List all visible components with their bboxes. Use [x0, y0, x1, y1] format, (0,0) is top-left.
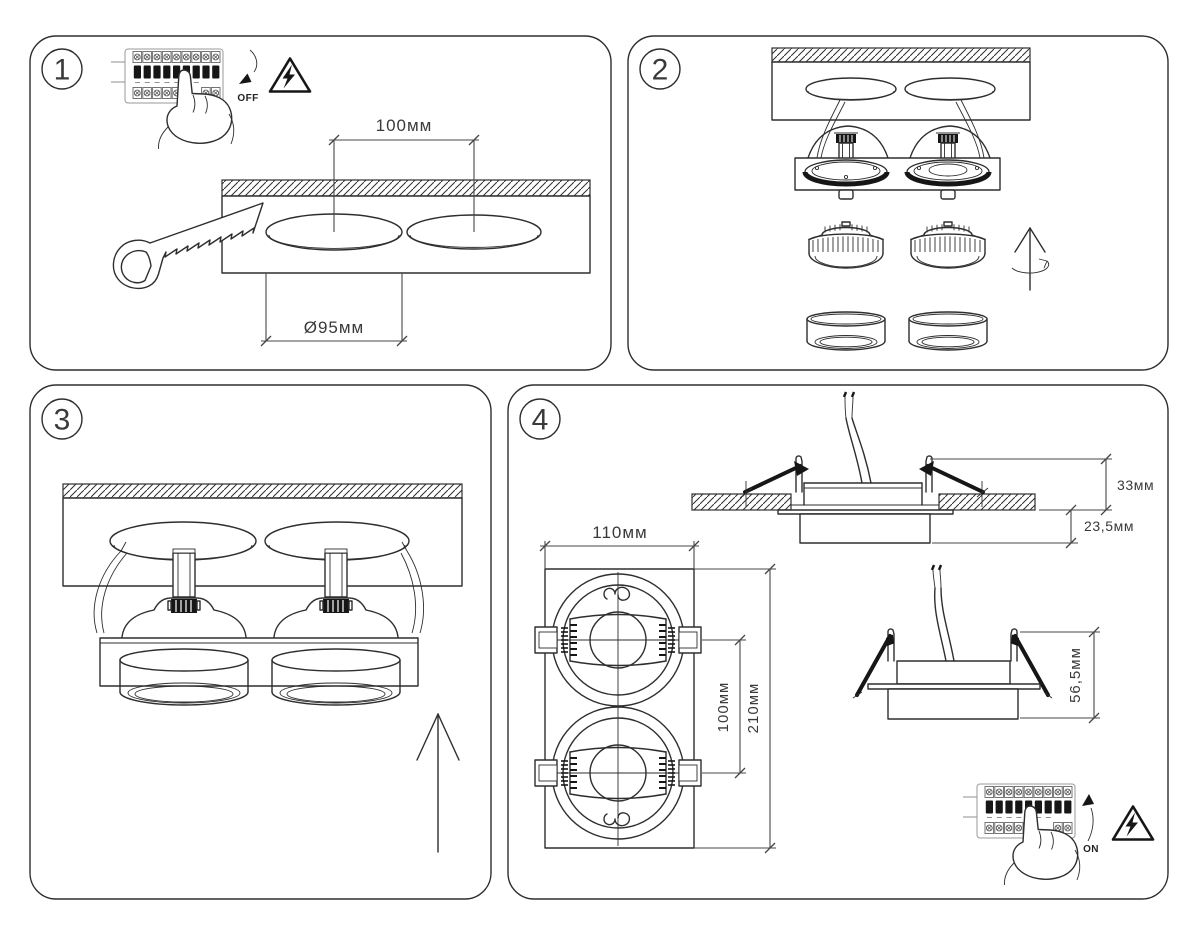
- dimension-label: 210мм: [745, 682, 762, 734]
- power-on-illustration: [963, 784, 1153, 885]
- step-2-panel: [628, 36, 1168, 370]
- step-number-badge: [520, 399, 560, 439]
- fixture-push-up-illustration: [63, 484, 462, 705]
- dimension-total-height: [1020, 627, 1100, 723]
- trim-flange: [868, 684, 1040, 689]
- supply-wire: [932, 565, 954, 661]
- fixture-body: [888, 689, 1018, 719]
- fixture-top-view: [535, 523, 776, 853]
- step-1-panel: [30, 36, 611, 370]
- trim-ring-cover: [909, 312, 987, 350]
- push-up-arrow-icon: [417, 714, 459, 852]
- dimension-hole-spacing: [702, 635, 746, 778]
- ceiling-hole: [905, 78, 995, 100]
- switch-on-arrow-icon: [1082, 794, 1094, 841]
- dimension-body-length: [694, 564, 776, 853]
- dimension-label: 23,5мм: [1084, 518, 1135, 534]
- trim-ring-cover: [807, 312, 885, 350]
- dimension-label: 33мм: [1117, 477, 1155, 493]
- gx53-lamp: [809, 222, 883, 268]
- spring-clamp: [936, 133, 960, 159]
- spring-bracket: [168, 549, 200, 613]
- circuit-breaker-icon: [963, 784, 1075, 838]
- step-number: 1: [53, 53, 71, 87]
- fixture-body: [800, 514, 930, 543]
- dimension-hole-diameter: [261, 273, 407, 346]
- ceiling-hole: [806, 78, 896, 100]
- lamp-socket: [805, 160, 887, 184]
- fixture-side-view: [853, 565, 1100, 723]
- spring-bracket: [320, 549, 352, 613]
- power-state-label: ON: [1083, 844, 1099, 855]
- dimension-label: Ø95мм: [303, 318, 365, 337]
- high-voltage-warning-icon: [1113, 807, 1153, 840]
- step-number: 2: [651, 53, 669, 87]
- dimension-label: 100мм: [715, 681, 732, 733]
- installed-section-view: [692, 392, 1154, 548]
- step-number: 3: [53, 403, 71, 437]
- supply-wire: [844, 392, 871, 483]
- spring-clamp: [834, 133, 858, 159]
- dimension-label: 110мм: [592, 523, 648, 542]
- step-number-badge: [640, 49, 680, 89]
- step-number-badge: [42, 399, 82, 439]
- step-4-panel: [508, 385, 1168, 899]
- step-number: 4: [531, 403, 549, 437]
- switch-off-arrow-icon: [239, 50, 257, 84]
- lamp-socket: [907, 160, 989, 184]
- gx53-lamp: [911, 222, 985, 268]
- step-3-panel: [30, 385, 491, 899]
- power-off-illustration: [111, 49, 310, 149]
- power-state-label: OFF: [237, 93, 259, 104]
- high-voltage-warning-icon: [270, 59, 310, 92]
- dimension-body-width: [540, 523, 699, 569]
- ceiling-cutout-illustration: [113, 180, 590, 288]
- fixture-tab: [839, 190, 853, 199]
- fixture-tab: [941, 190, 955, 199]
- step-number-badge: [42, 49, 82, 89]
- rotation-arrow-icon: [1012, 228, 1049, 290]
- dimension-label: 100мм: [375, 116, 433, 135]
- fixture-wiring-illustration: [772, 48, 1030, 199]
- dimension-label: 56,5мм: [1067, 647, 1084, 703]
